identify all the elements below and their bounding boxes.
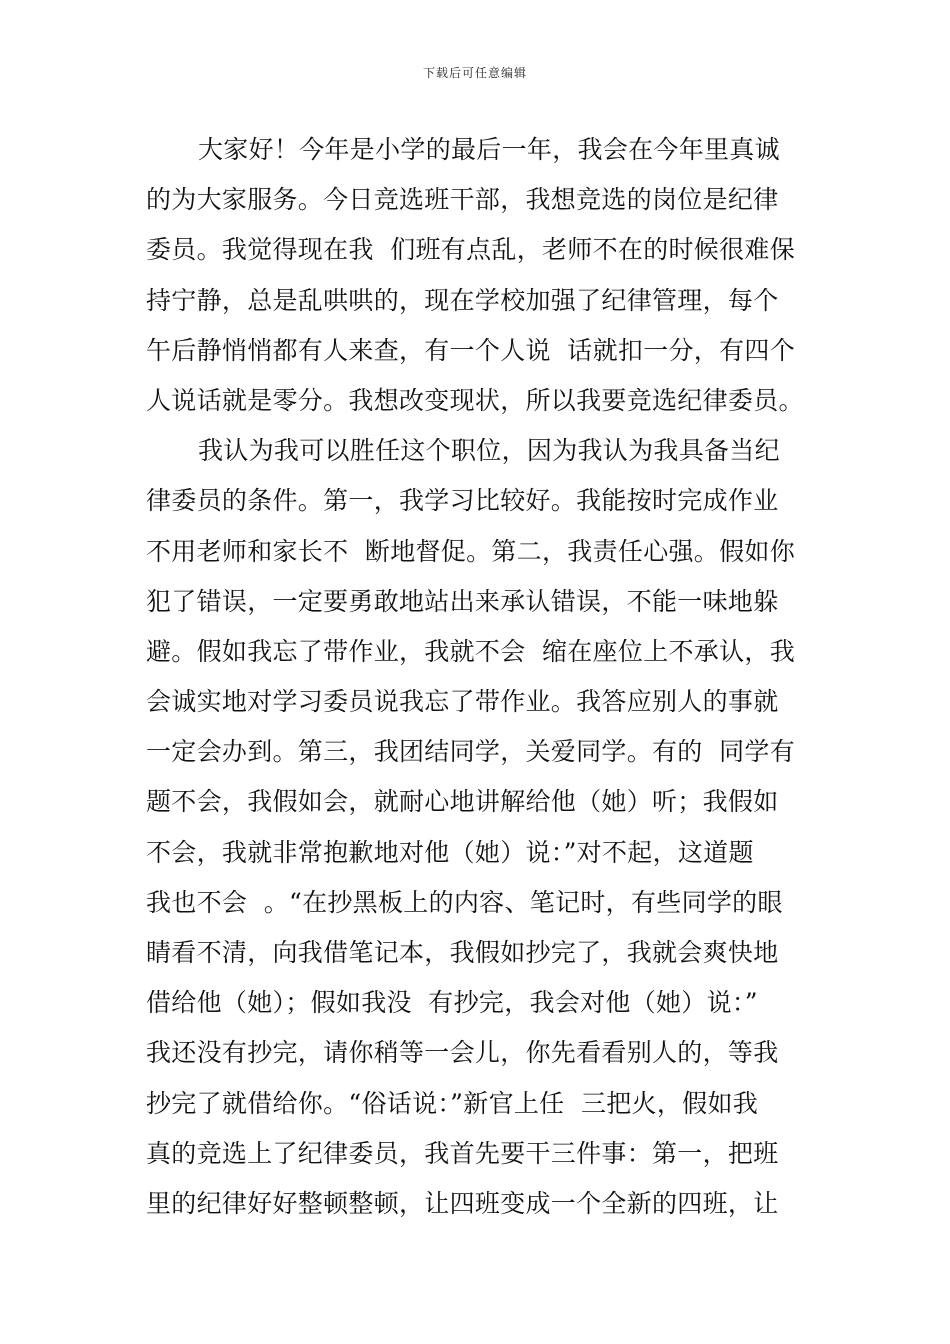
paragraph-2-line-11: 睛看不清，向我借笔记本，我假如抄完了，我就会爽快地 — [146, 938, 779, 967]
paragraph-2-line-14: 抄完了就借给你。“俗话说：”新官上任 三把火，假如我 — [146, 1088, 759, 1118]
page-header-note: 下载后可任意编辑 — [422, 66, 527, 80]
paragraph-2-line-15: 真的竞选上了纪律委员，我首先要干三件事：第一，把班 — [146, 1138, 779, 1168]
paragraph-1-line-5: 午后静悄悄都有人来查，有一个人说 话就扣一分，有四个 — [146, 335, 795, 365]
paragraph-2-line-8: 题不会，我假如会，就耐心地讲解给他（她）听；我假如 — [146, 787, 779, 817]
paragraph-2-line-3: 不用老师和家长不 断地督促。第二，我责任心强。假如你 — [146, 536, 795, 566]
paragraph-2-line-9: 不会，我就非常抱歉地对他（她）说：”对不起，这道题 — [146, 837, 754, 867]
paragraph-2-line-2: 律委员的条件。第一，我学习比较好。我能按时完成作业 — [146, 486, 779, 516]
paragraph-1-line-1: 大家好！今年是小学的最后一年，我会在今年里真诚 — [198, 135, 780, 164]
paragraph-2-line-6: 会诚实地对学习委员说我忘了带作业。我答应别人的事就 — [146, 687, 779, 717]
paragraph-1-line-4: 持宁静，总是乱哄哄的，现在学校加强了纪律管理，每个 — [146, 285, 779, 315]
paragraph-2-line-13: 我还没有抄完，请你稍等一会儿，你先看看别人的，等我 — [146, 1038, 779, 1068]
paragraph-1-line-2: 的为大家服务。今日竞选班干部，我想竞选的岗位是纪律 — [146, 185, 779, 215]
paragraph-2-line-1: 我认为我可以胜任这个职位，因为我认为我具备当纪 — [198, 436, 780, 466]
paragraph-1-line-6: 人说话就是零分。我想改变现状，所以我要竞选纪律委员。 — [146, 385, 804, 415]
paragraph-1-line-3: 委员。我觉得现在我 们班有点乱，老师不在的时候很难保 — [146, 235, 795, 265]
paragraph-2-line-7: 一定会办到。第三，我团结同学，关爱同学。有的 同学有 — [146, 737, 795, 767]
paragraph-2-line-5: 避。假如我忘了带作业，我就不会 缩在座位上不承认，我 — [146, 636, 795, 666]
paragraph-2-line-10: 我也不会 。“在抄黑板上的内容、笔记时，有些同学的眼 — [146, 887, 783, 917]
document-body — [146, 125, 814, 1229]
paragraph-2-line-4: 犯了错误，一定要勇敢地站出来承认错误，不能一味地躲 — [146, 586, 779, 616]
paragraph-2-line-12: 借给他（她）；假如我没 有抄完，我会对他（她）说：” — [146, 988, 758, 1018]
paragraph-2-line-16: 里的纪律好好整顿整顿，让四班变成一个全新的四班，让 — [146, 1188, 779, 1218]
